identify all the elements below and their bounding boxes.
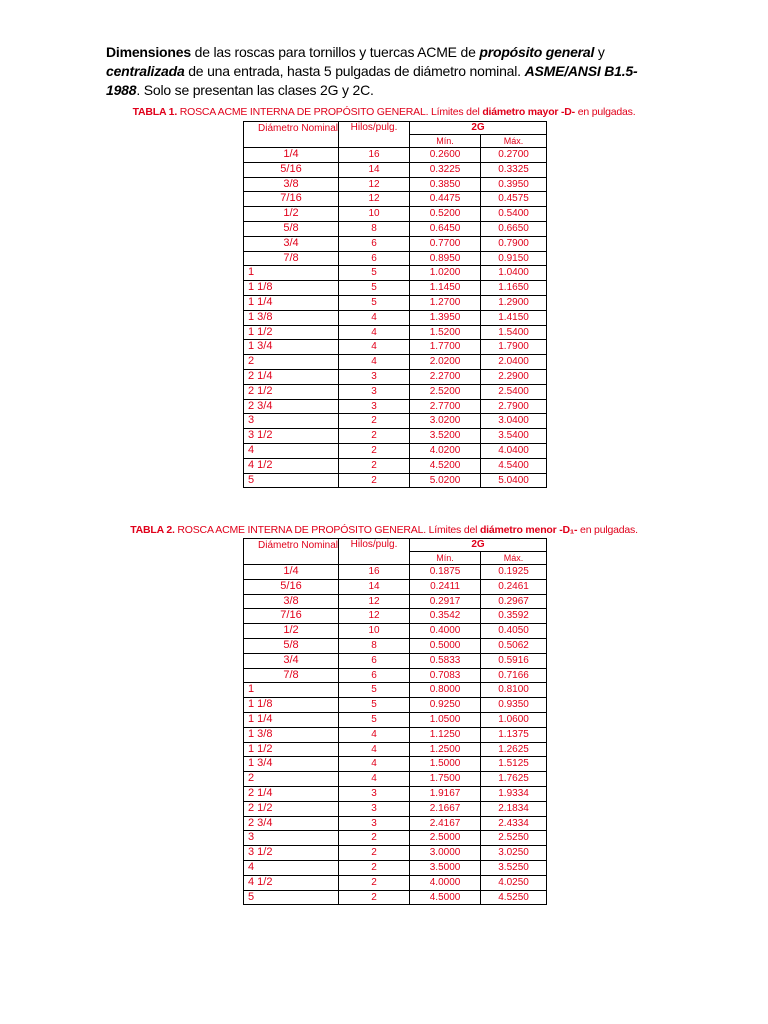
table-row	[244, 653, 547, 668]
intro-text-2: y	[594, 44, 605, 60]
table-row	[244, 594, 547, 609]
cell-min: 2.5200	[410, 384, 481, 399]
table-row	[244, 772, 547, 787]
table-row	[244, 473, 547, 488]
cell-diametro: 7/8	[244, 251, 339, 266]
cell-max: 1.5125	[481, 757, 547, 772]
cell-hilos: 2	[339, 443, 410, 458]
header-max: Máx.	[481, 135, 547, 148]
intro-text-4: . Solo se presentan las clases 2G y 2C.	[136, 82, 374, 98]
header-diametro-nominal: Diámetro Nominal	[244, 539, 339, 565]
table-row	[244, 266, 547, 281]
cell-diametro: 1/4	[244, 148, 339, 163]
cell-min: 0.3850	[410, 177, 481, 192]
cell-max: 3.0400	[481, 414, 547, 429]
table-row	[244, 281, 547, 296]
cell-min: 1.5000	[410, 757, 481, 772]
cell-min: 1.7500	[410, 772, 481, 787]
cell-max: 3.5250	[481, 860, 547, 875]
cell-hilos: 4	[339, 757, 410, 772]
table-row	[244, 429, 547, 444]
cell-hilos: 3	[339, 786, 410, 801]
cell-max: 1.0600	[481, 712, 547, 727]
cell-hilos: 4	[339, 340, 410, 355]
cell-diametro: 1 3/8	[244, 310, 339, 325]
cell-max: 2.4334	[481, 816, 547, 831]
cell-diametro: 3/4	[244, 236, 339, 251]
cell-min: 1.2700	[410, 295, 481, 310]
cell-max: 1.1650	[481, 281, 547, 296]
table-row	[244, 565, 547, 580]
table-row	[244, 177, 547, 192]
cell-diametro: 7/16	[244, 609, 339, 624]
table1-caption-label: TABLA 1.	[132, 106, 178, 118]
cell-hilos: 5	[339, 295, 410, 310]
header-class-2g: 2G	[410, 539, 547, 552]
cell-hilos: 8	[339, 221, 410, 236]
cell-hilos: 5	[339, 712, 410, 727]
cell-max: 0.2700	[481, 148, 547, 163]
table-row	[244, 192, 547, 207]
cell-min: 3.0000	[410, 846, 481, 861]
table-row	[244, 384, 547, 399]
header-diametro-nominal: Diámetro Nominal	[244, 122, 339, 148]
cell-min: 1.5200	[410, 325, 481, 340]
cell-hilos: 12	[339, 177, 410, 192]
table-row	[244, 668, 547, 683]
cell-min: 1.9167	[410, 786, 481, 801]
cell-hilos: 16	[339, 148, 410, 163]
header-max: Máx.	[481, 552, 547, 565]
table-row	[244, 251, 547, 266]
cell-hilos: 5	[339, 698, 410, 713]
cell-max: 3.0250	[481, 846, 547, 861]
cell-min: 0.7700	[410, 236, 481, 251]
cell-diametro: 3 1/2	[244, 429, 339, 444]
cell-diametro: 2 3/4	[244, 399, 339, 414]
cell-min: 0.5000	[410, 638, 481, 653]
cell-diametro: 2	[244, 772, 339, 787]
intro-standard-ref: ASME/ANSI B1.5-1988	[106, 63, 638, 98]
table1	[243, 121, 547, 488]
header-hilos-pulg: Hilos/pulg.	[339, 122, 410, 148]
cell-min: 0.2411	[410, 579, 481, 594]
table2-caption-text: ROSCA ACME INTERNA DE PROPÓSITO GENERAL. Límites del	[174, 524, 480, 536]
table-row	[244, 816, 547, 831]
table1-caption-text: ROSCA ACME INTERNA DE PROPÓSITO GENERAL. Límites del	[177, 106, 483, 118]
cell-max: 4.5250	[481, 890, 547, 905]
cell-hilos: 10	[339, 624, 410, 639]
cell-max: 0.6650	[481, 221, 547, 236]
cell-max: 2.7900	[481, 399, 547, 414]
cell-max: 0.3325	[481, 162, 547, 177]
cell-hilos: 10	[339, 207, 410, 222]
cell-max: 0.9150	[481, 251, 547, 266]
cell-diametro: 1 3/4	[244, 757, 339, 772]
cell-hilos: 4	[339, 742, 410, 757]
cell-min: 0.8000	[410, 683, 481, 698]
cell-hilos: 3	[339, 801, 410, 816]
cell-min: 0.5833	[410, 653, 481, 668]
table-row	[244, 325, 547, 340]
cell-diametro: 3	[244, 414, 339, 429]
cell-hilos: 5	[339, 266, 410, 281]
cell-diametro: 3/8	[244, 594, 339, 609]
cell-min: 1.7700	[410, 340, 481, 355]
cell-min: 2.2700	[410, 369, 481, 384]
cell-min: 2.0200	[410, 355, 481, 370]
cell-diametro: 7/16	[244, 192, 339, 207]
table-row	[244, 414, 547, 429]
cell-min: 1.1250	[410, 727, 481, 742]
cell-min: 5.0200	[410, 473, 481, 488]
intro-text-1: de las roscas para tornillos y tuercas ACME de	[190, 44, 480, 60]
cell-diametro: 3/4	[244, 653, 339, 668]
cell-hilos: 12	[339, 594, 410, 609]
table-row	[244, 890, 547, 905]
table-row	[244, 148, 547, 163]
cell-max: 2.0400	[481, 355, 547, 370]
table-row	[244, 801, 547, 816]
cell-hilos: 12	[339, 609, 410, 624]
cell-min: 0.3225	[410, 162, 481, 177]
cell-min: 2.7700	[410, 399, 481, 414]
table1-caption-suffix: en pulgadas.	[574, 106, 636, 118]
cell-min: 0.8950	[410, 251, 481, 266]
table2-caption-label: TABLA 2.	[130, 524, 175, 536]
cell-min: 3.5200	[410, 429, 481, 444]
table1-caption	[0, 106, 768, 118]
cell-diametro: 5/8	[244, 221, 339, 236]
cell-max: 2.2900	[481, 369, 547, 384]
cell-hilos: 2	[339, 414, 410, 429]
table-row	[244, 698, 547, 713]
cell-hilos: 12	[339, 192, 410, 207]
table2	[243, 538, 547, 905]
cell-min: 0.2600	[410, 148, 481, 163]
table2-caption-bold: diámetro menor -D₁-	[479, 524, 578, 536]
cell-hilos: 4	[339, 355, 410, 370]
cell-hilos: 3	[339, 384, 410, 399]
intro-paragraph	[106, 43, 666, 100]
cell-max: 0.3950	[481, 177, 547, 192]
table-row	[244, 846, 547, 861]
cell-diametro: 2 1/4	[244, 786, 339, 801]
table-row	[244, 458, 547, 473]
cell-min: 1.3950	[410, 310, 481, 325]
cell-diametro: 3 1/2	[244, 846, 339, 861]
header-hilos-pulg: Hilos/pulg.	[339, 539, 410, 565]
cell-max: 2.5400	[481, 384, 547, 399]
intro-text-3: de una entrada, hasta 5 pulgadas de diámetro nominal.	[184, 63, 525, 79]
table-row	[244, 683, 547, 698]
cell-min: 2.1667	[410, 801, 481, 816]
cell-min: 3.0200	[410, 414, 481, 429]
cell-min: 0.7083	[410, 668, 481, 683]
table-row	[244, 860, 547, 875]
cell-diametro: 5	[244, 890, 339, 905]
cell-max: 3.5400	[481, 429, 547, 444]
cell-diametro: 3	[244, 831, 339, 846]
cell-diametro: 1 3/8	[244, 727, 339, 742]
table-row	[244, 638, 547, 653]
cell-diametro: 3/8	[244, 177, 339, 192]
header-min: Mín.	[410, 135, 481, 148]
table-row	[244, 236, 547, 251]
cell-max: 5.0400	[481, 473, 547, 488]
cell-diametro: 1/2	[244, 207, 339, 222]
table-row	[244, 742, 547, 757]
cell-min: 0.3542	[410, 609, 481, 624]
cell-diametro: 5/16	[244, 579, 339, 594]
table-row	[244, 831, 547, 846]
table-row	[244, 295, 547, 310]
table2-caption-suffix: en pulgadas.	[577, 524, 638, 536]
cell-hilos: 2	[339, 429, 410, 444]
cell-max: 0.8100	[481, 683, 547, 698]
cell-hilos: 2	[339, 458, 410, 473]
table-row	[244, 579, 547, 594]
cell-min: 3.5000	[410, 860, 481, 875]
cell-diametro: 2 3/4	[244, 816, 339, 831]
cell-min: 0.5200	[410, 207, 481, 222]
cell-min: 4.5200	[410, 458, 481, 473]
cell-hilos: 8	[339, 638, 410, 653]
table-row	[244, 221, 547, 236]
cell-diametro: 1 1/8	[244, 698, 339, 713]
table-row	[244, 340, 547, 355]
table-row	[244, 875, 547, 890]
cell-max: 4.0250	[481, 875, 547, 890]
cell-max: 4.5400	[481, 458, 547, 473]
cell-max: 1.0400	[481, 266, 547, 281]
cell-min: 2.5000	[410, 831, 481, 846]
cell-diametro: 1/2	[244, 624, 339, 639]
cell-min: 0.4000	[410, 624, 481, 639]
cell-max: 1.7900	[481, 340, 547, 355]
cell-hilos: 5	[339, 281, 410, 296]
cell-min: 4.0200	[410, 443, 481, 458]
cell-hilos: 6	[339, 668, 410, 683]
cell-max: 1.4150	[481, 310, 547, 325]
cell-diametro: 1 1/4	[244, 712, 339, 727]
table-row	[244, 369, 547, 384]
cell-diametro: 1/4	[244, 565, 339, 580]
cell-min: 2.4167	[410, 816, 481, 831]
header-min: Mín.	[410, 552, 481, 565]
cell-max: 2.5250	[481, 831, 547, 846]
table-row	[244, 399, 547, 414]
cell-hilos: 4	[339, 325, 410, 340]
table-row	[244, 712, 547, 727]
intro-bold-proposito-general: propósito general	[479, 44, 595, 60]
cell-min: 1.0500	[410, 712, 481, 727]
table-row	[244, 624, 547, 639]
cell-hilos: 4	[339, 772, 410, 787]
cell-max: 0.5916	[481, 653, 547, 668]
cell-hilos: 6	[339, 236, 410, 251]
cell-diametro: 1	[244, 266, 339, 281]
cell-diametro: 2 1/2	[244, 801, 339, 816]
cell-max: 0.5400	[481, 207, 547, 222]
cell-diametro: 1 1/8	[244, 281, 339, 296]
cell-max: 0.3592	[481, 609, 547, 624]
cell-hilos: 6	[339, 653, 410, 668]
table-row	[244, 207, 547, 222]
table-row	[244, 162, 547, 177]
cell-max: 1.7625	[481, 772, 547, 787]
cell-max: 0.2967	[481, 594, 547, 609]
table-row	[244, 310, 547, 325]
cell-diametro: 1 3/4	[244, 340, 339, 355]
cell-diametro: 1 1/2	[244, 325, 339, 340]
cell-min: 4.5000	[410, 890, 481, 905]
table-row	[244, 443, 547, 458]
cell-hilos: 2	[339, 875, 410, 890]
cell-hilos: 4	[339, 727, 410, 742]
cell-diametro: 5	[244, 473, 339, 488]
table1-caption-bold: diámetro mayor -D-	[482, 106, 575, 118]
cell-diametro: 5/16	[244, 162, 339, 177]
cell-min: 0.1875	[410, 565, 481, 580]
cell-diametro: 7/8	[244, 668, 339, 683]
cell-max: 0.2461	[481, 579, 547, 594]
cell-hilos: 2	[339, 860, 410, 875]
cell-diametro: 2	[244, 355, 339, 370]
cell-diametro: 4 1/2	[244, 875, 339, 890]
cell-hilos: 4	[339, 310, 410, 325]
cell-max: 0.9350	[481, 698, 547, 713]
cell-diametro: 1	[244, 683, 339, 698]
cell-diametro: 1 1/4	[244, 295, 339, 310]
table-row	[244, 609, 547, 624]
cell-diametro: 1 1/2	[244, 742, 339, 757]
intro-bold-dimensiones: Dimensiones	[106, 44, 191, 60]
cell-hilos: 3	[339, 369, 410, 384]
cell-max: 0.7166	[481, 668, 547, 683]
cell-min: 0.6450	[410, 221, 481, 236]
cell-hilos: 3	[339, 816, 410, 831]
cell-min: 0.9250	[410, 698, 481, 713]
cell-max: 1.9334	[481, 786, 547, 801]
cell-diametro: 2 1/2	[244, 384, 339, 399]
cell-min: 4.0000	[410, 875, 481, 890]
cell-max: 1.1375	[481, 727, 547, 742]
cell-hilos: 2	[339, 846, 410, 861]
cell-hilos: 2	[339, 473, 410, 488]
table-row	[244, 355, 547, 370]
cell-min: 1.2500	[410, 742, 481, 757]
cell-hilos: 16	[339, 565, 410, 580]
cell-min: 1.1450	[410, 281, 481, 296]
cell-hilos: 2	[339, 831, 410, 846]
table2-caption	[0, 524, 768, 536]
cell-max: 2.1834	[481, 801, 547, 816]
cell-diametro: 4 1/2	[244, 458, 339, 473]
cell-max: 0.1925	[481, 565, 547, 580]
cell-max: 1.2625	[481, 742, 547, 757]
cell-diametro: 4	[244, 860, 339, 875]
cell-max: 1.5400	[481, 325, 547, 340]
cell-hilos: 14	[339, 579, 410, 594]
cell-min: 1.0200	[410, 266, 481, 281]
cell-max: 0.5062	[481, 638, 547, 653]
cell-max: 4.0400	[481, 443, 547, 458]
cell-hilos: 6	[339, 251, 410, 266]
cell-diametro: 4	[244, 443, 339, 458]
header-class-2g: 2G	[410, 122, 547, 135]
table-row	[244, 786, 547, 801]
cell-hilos: 2	[339, 890, 410, 905]
cell-hilos: 5	[339, 683, 410, 698]
intro-bold-centralizada: centralizada	[106, 63, 185, 79]
cell-max: 0.4050	[481, 624, 547, 639]
cell-max: 1.2900	[481, 295, 547, 310]
cell-diametro: 2 1/4	[244, 369, 339, 384]
cell-diametro: 5/8	[244, 638, 339, 653]
cell-max: 0.7900	[481, 236, 547, 251]
table-row	[244, 757, 547, 772]
cell-max: 0.4575	[481, 192, 547, 207]
table-row	[244, 727, 547, 742]
cell-min: 0.2917	[410, 594, 481, 609]
cell-min: 0.4475	[410, 192, 481, 207]
cell-hilos: 3	[339, 399, 410, 414]
cell-hilos: 14	[339, 162, 410, 177]
